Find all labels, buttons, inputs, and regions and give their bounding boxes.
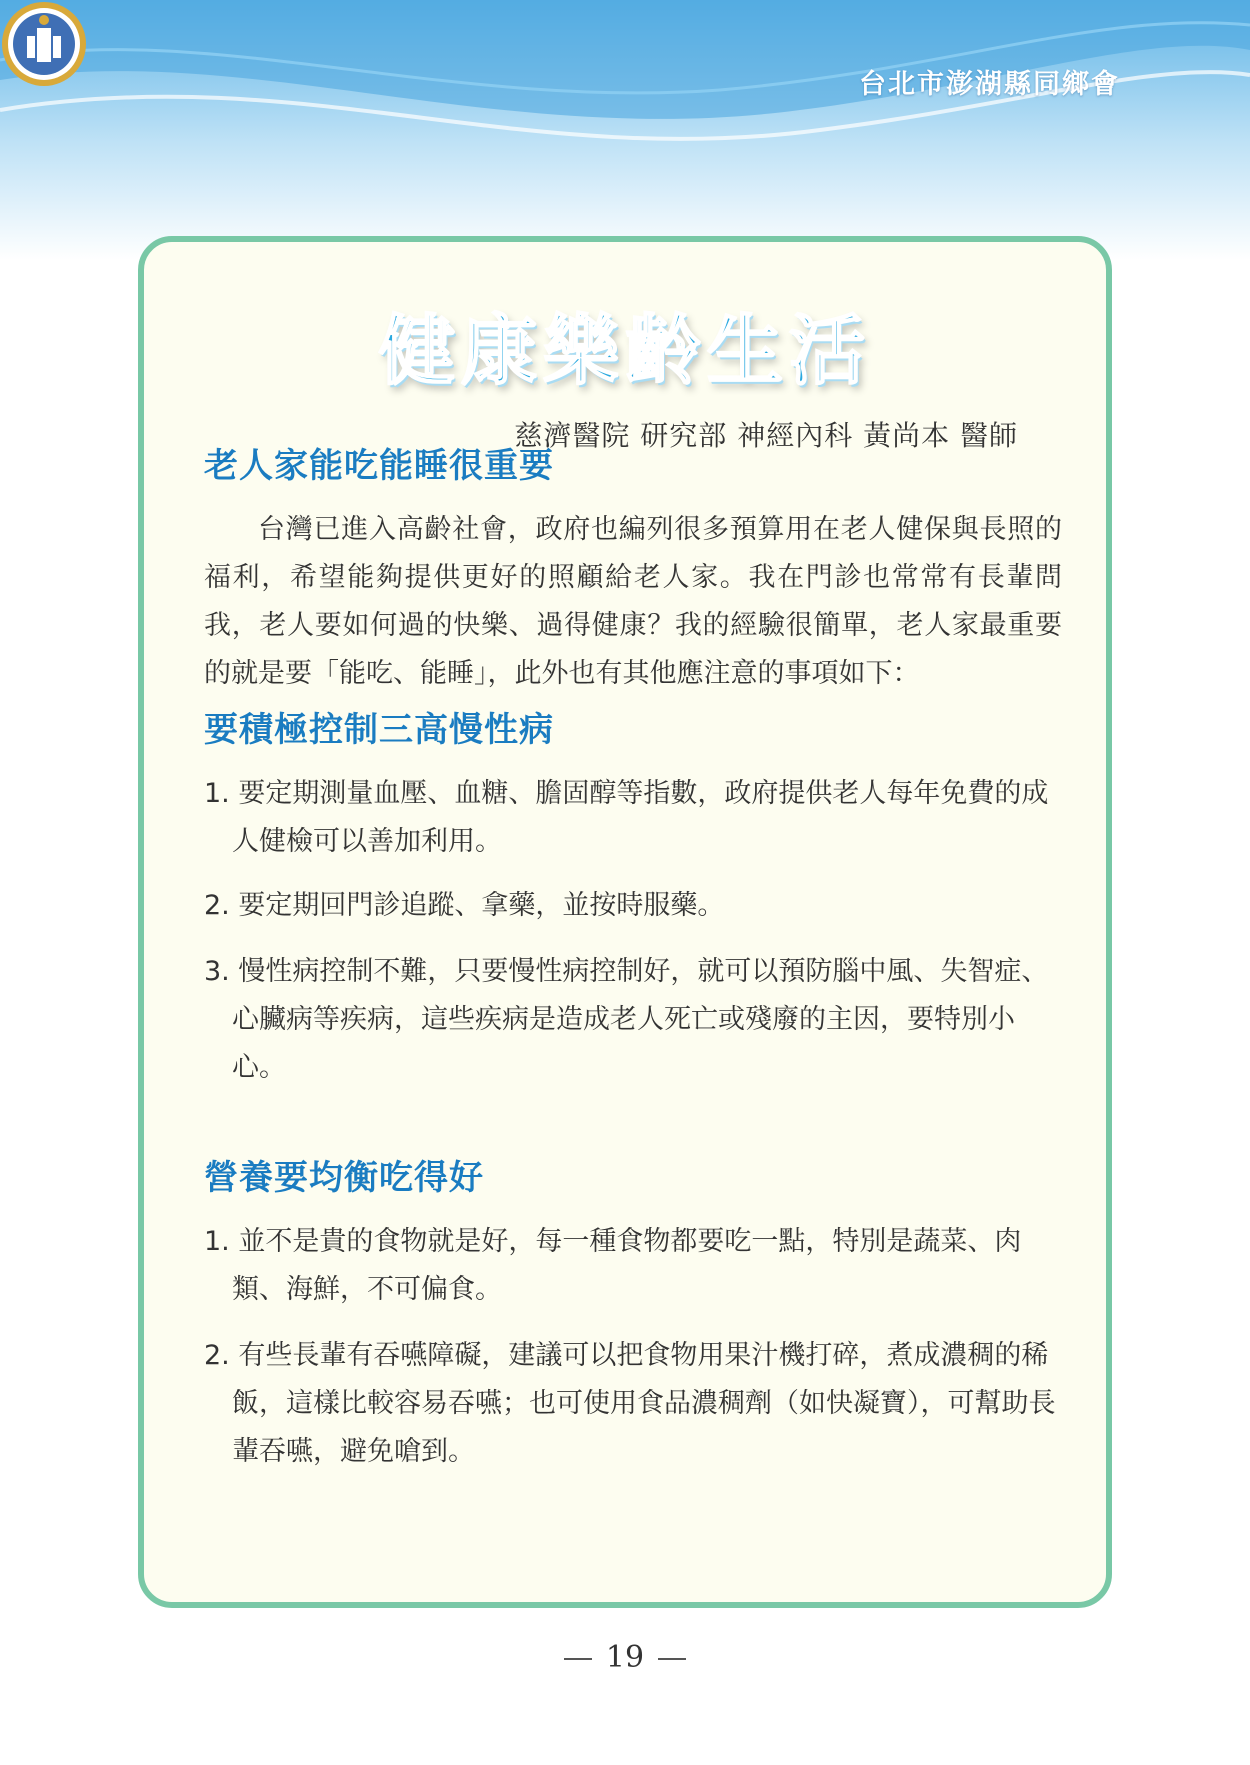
page-header xyxy=(0,0,1250,260)
page-footer xyxy=(0,1640,1250,1675)
list-item: 2. 有些長輩有吞嚥障礙，建議可以把食物用果汁機打碎，煮成濃稠的稀飯，這樣比較容易吞嚥；也可使用食品濃稠劑（如快凝寶），可幫助長輩吞嚥，避免嗆到。 xyxy=(204,1340,1056,1467)
association-name: 台北市澎湖縣同鄉會 xyxy=(859,69,1120,100)
list-item: 1. 要定期測量血壓、血糖、膽固醇等指數，政府提供老人每年免費的成人健檢可以善加利用。 xyxy=(204,778,1049,857)
association-seal-icon xyxy=(0,0,88,88)
footer-dash-left xyxy=(564,1658,592,1660)
page-number: 19 xyxy=(605,1640,645,1675)
article-author: 慈濟醫院 研究部 神經內科 黃尚本 醫師 xyxy=(514,419,1018,452)
section-heading: 營養要均衡吃得好 xyxy=(204,1158,484,1198)
footer-dash-right xyxy=(658,1658,686,1660)
list-item: 1. 並不是貴的食物就是好，每一種食物都要吃一點，特別是蔬菜、肉類、海鮮，不可偏食。 xyxy=(204,1226,1022,1305)
section-paragraph: 台灣已進入高齡社會，政府也編列很多預算用在老人健保與長照的福利，希望能夠提供更好的照顧給老人家。我在門診也常常有長輩問我，老人要如何過的快樂、過得健康？我的經驗很簡單，老人家最重要的就是要「能吃、能睡」，此外也有其他應注意的事項如下： xyxy=(204,514,1062,689)
section-heading: 老人家能吃能睡很重要 xyxy=(204,446,554,486)
article-card xyxy=(138,236,1112,1608)
list-item: 2. 要定期回門診追蹤、拿藥，並按時服藥。 xyxy=(204,890,725,921)
article-title: 健康樂齡生活 xyxy=(379,306,871,395)
sky-wave-background xyxy=(0,0,1250,260)
list-item: 3. 慢性病控制不難，只要慢性病控制好，就可以預防腦中風、失智症、心臟病等疾病，這些疾病是造成老人死亡或殘廢的主因，要特別小心。 xyxy=(204,956,1049,1083)
section-heading: 要積極控制三高慢性病 xyxy=(204,710,554,750)
